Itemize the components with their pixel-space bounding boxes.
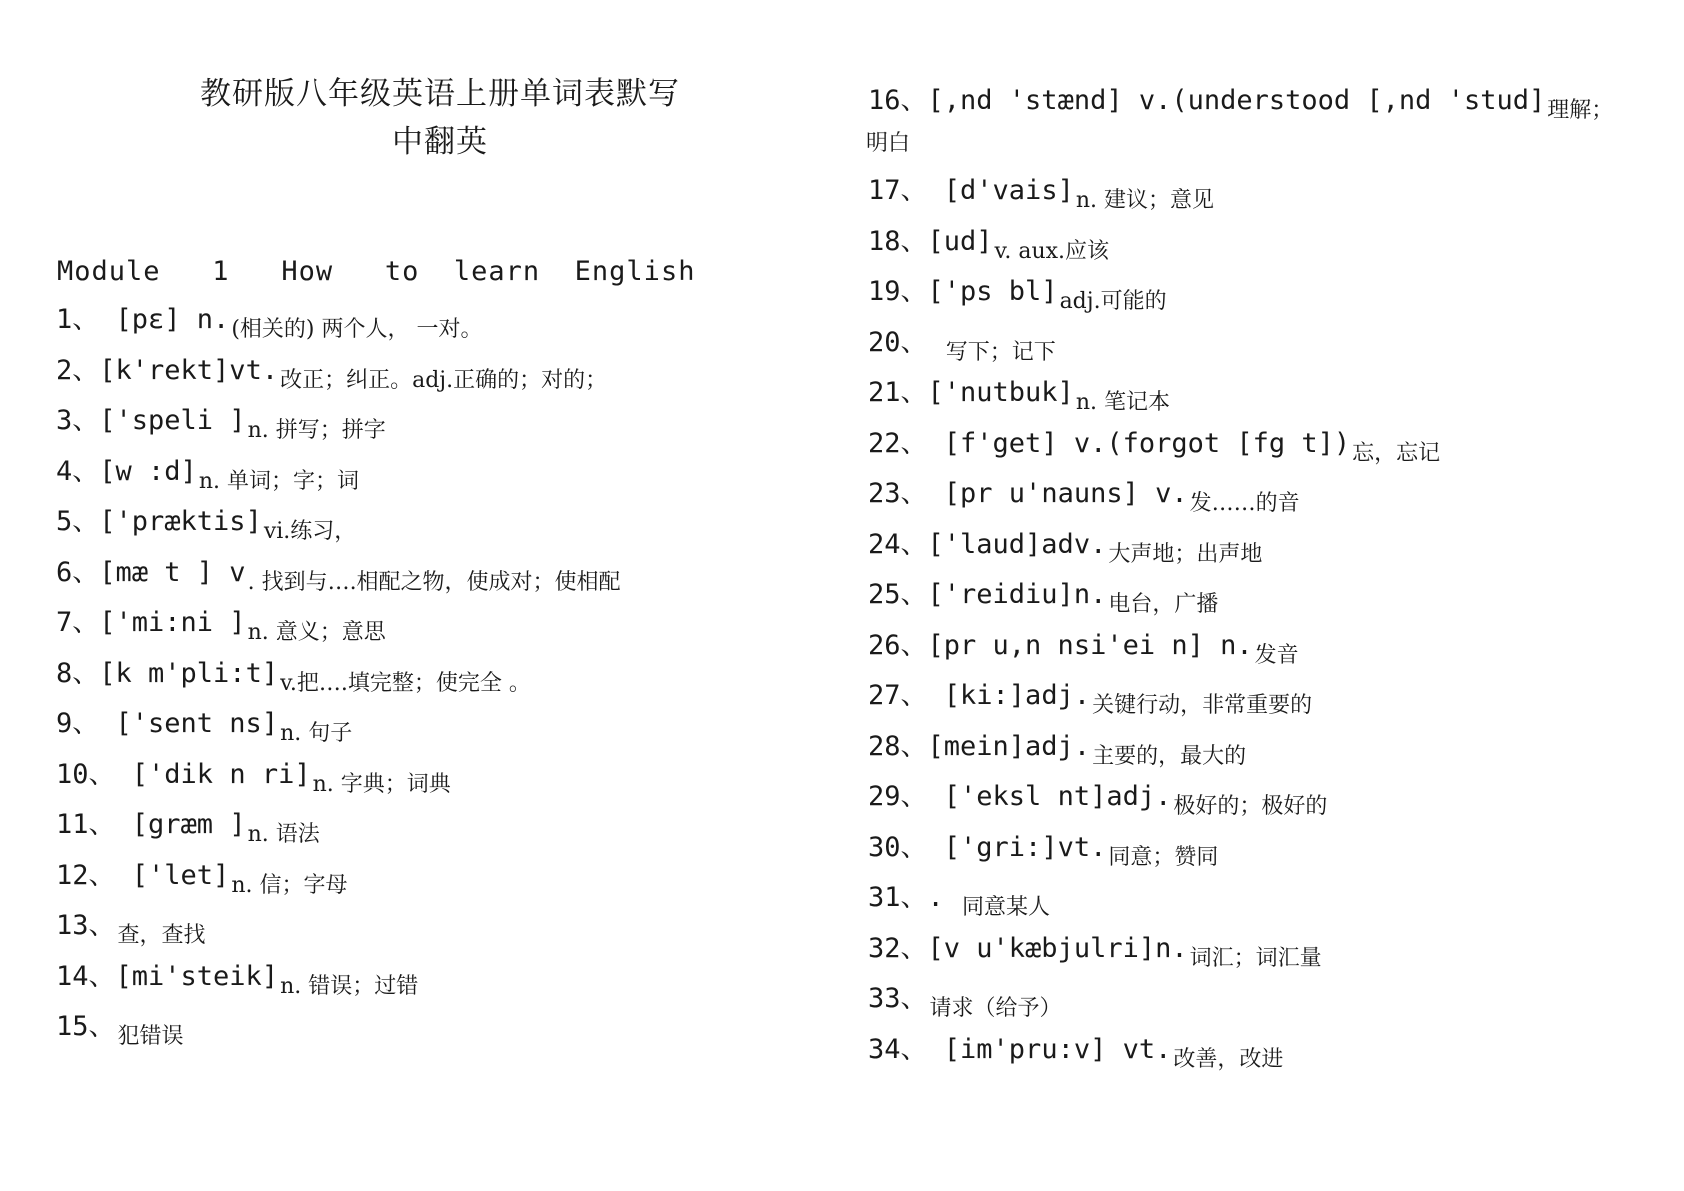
- entry-meaning: n. 语法: [247, 822, 320, 847]
- entry-number: 8、: [56, 657, 100, 689]
- entry-phonetic: ['gri:]vt.: [943, 831, 1107, 863]
- entry-phonetic: ['nutbuk]: [927, 377, 1074, 408]
- entry-phonetic: ['let]: [131, 859, 230, 891]
- word-entry: [868, 525, 1668, 576]
- word-entry: [868, 626, 1668, 677]
- entry-number: 10、: [56, 758, 132, 790]
- word-entry: [868, 424, 1668, 475]
- entry-meaning: n. 字典；词典: [312, 771, 451, 797]
- entry-meaning: (相关的) 两个人， 一对。: [231, 317, 483, 342]
- entry-number: 28、: [868, 730, 928, 762]
- word-entry: [56, 957, 836, 1008]
- entry-phonetic: ['sent ns]: [115, 708, 279, 739]
- entry-number: 25、: [868, 579, 928, 610]
- word-entry: [868, 878, 1668, 929]
- entry-meaning: 忘，忘记: [1352, 440, 1441, 466]
- entry-meaning: 写下；记下: [945, 339, 1056, 365]
- word-entry: [868, 727, 1668, 778]
- entry-number: 9、: [56, 708, 116, 739]
- entry-meaning: 大声地；出声地: [1108, 541, 1263, 567]
- entry-meaning: 查，查找: [117, 923, 206, 948]
- entry-phonetic: ['ps bl]: [927, 276, 1058, 307]
- word-entry: [868, 929, 1668, 980]
- entry-number: 32、: [868, 932, 928, 964]
- entry-number: 22、: [868, 427, 944, 459]
- entry-number: 20、: [868, 326, 944, 358]
- entry-meaning: n. 建议；意见: [1075, 188, 1214, 213]
- entry-phonetic: ['mi:ni ]: [99, 607, 246, 638]
- entry-number: 12、: [56, 859, 132, 891]
- entry-meaning-continued: 明白: [866, 131, 911, 156]
- entry-meaning: adj.可能的: [1059, 289, 1167, 314]
- entry-meaning: n. 信；字母: [231, 872, 348, 898]
- entry-meaning: v. aux.应该: [994, 238, 1110, 264]
- word-entry: [56, 401, 836, 452]
- entry-phonetic: ['laud]adv.: [927, 528, 1107, 560]
- entry-phonetic: [w :d]: [99, 455, 197, 487]
- entry-phonetic: [im'pru:v] vt.: [943, 1033, 1172, 1065]
- word-entry: [56, 452, 836, 503]
- entry-number: 29、: [868, 781, 944, 812]
- word-entry: [868, 323, 1668, 374]
- word-entry: [56, 856, 836, 907]
- entry-phonetic: [pr u'nauns] v.: [943, 478, 1188, 509]
- word-entry: [56, 300, 836, 351]
- entry-number: 24、: [868, 528, 928, 560]
- entry-number: 7、: [56, 607, 100, 638]
- word-entry: [56, 351, 836, 402]
- entry-phonetic: ['dik n ri]: [131, 758, 311, 790]
- entry-meaning: 发……的音: [1189, 491, 1300, 516]
- entry-meaning: 犯错误: [117, 1024, 184, 1049]
- entry-meaning: n. 句子: [280, 721, 353, 746]
- entry-number: 26、: [868, 629, 928, 661]
- word-entry: [868, 777, 1668, 828]
- entry-number: 30、: [868, 831, 944, 863]
- entry-meaning: 改正；纠正。adj.正确的；对的；: [280, 367, 608, 393]
- word-entry: [868, 1030, 1668, 1081]
- right-word-list: [868, 81, 1668, 1080]
- entry-number: 34、: [868, 1033, 944, 1065]
- word-entry: [868, 171, 1668, 222]
- entry-meaning: 极好的；极好的: [1173, 794, 1328, 819]
- entry-number: 14、: [56, 960, 116, 992]
- entry-phonetic: [mein]adj.: [927, 730, 1091, 762]
- entry-meaning: 发音: [1254, 642, 1299, 668]
- entry-meaning: n. 错误；过错: [280, 973, 419, 999]
- word-entry: [868, 828, 1668, 879]
- entry-phonetic: ['speli ]: [99, 405, 246, 436]
- word-entry: [56, 755, 836, 806]
- word-entry: [56, 502, 836, 553]
- entry-meaning: n. 笔记本: [1075, 390, 1170, 415]
- entry-phonetic: [d'vais]: [943, 175, 1074, 206]
- entry-number: 27、: [868, 680, 944, 711]
- entry-phonetic: [ki:]adj.: [943, 680, 1091, 711]
- entry-number: 16、: [868, 85, 928, 116]
- entry-meaning: 词汇；词汇量: [1189, 945, 1322, 971]
- word-entry: [868, 575, 1668, 626]
- word-entry: [868, 979, 1668, 1030]
- entry-meaning: v.把….填完整；使完全 。: [280, 670, 531, 696]
- entry-meaning: 改善，改进: [1173, 1046, 1284, 1072]
- entry-number: 19、: [868, 276, 928, 307]
- entry-meaning: n. 单词；字；词: [198, 468, 359, 494]
- word-entry: [56, 553, 836, 604]
- entry-number: 17、: [868, 175, 944, 206]
- word-entry: [56, 1007, 836, 1058]
- entry-phonetic: [,nd 'stænd] v.(understood [,nd 'stud]: [927, 85, 1546, 116]
- entry-number: 4、: [56, 455, 100, 487]
- entry-number: 11、: [56, 809, 132, 840]
- word-entry: [868, 676, 1668, 727]
- entry-meaning: 理解；: [1547, 98, 1614, 123]
- entry-phonetic: [græm ]: [131, 809, 246, 840]
- entry-meaning: 电台，广播: [1108, 592, 1219, 617]
- entry-number: 6、: [56, 556, 100, 588]
- module-heading: Module 1 How to learn English: [57, 256, 696, 287]
- entry-number: 2、: [56, 354, 100, 386]
- entry-number: 5、: [56, 506, 100, 537]
- entry-meaning: 主要的，最大的: [1092, 743, 1247, 769]
- entry-phonetic: [k'rekt]vt.: [99, 354, 279, 386]
- entry-meaning: n. 拼写；拼字: [247, 418, 386, 443]
- entry-number: 21、: [868, 377, 928, 408]
- entry-meaning: vi.练习，: [263, 519, 357, 544]
- entry-phonetic: [pr u,n nsi'ei n] n.: [927, 629, 1253, 661]
- entry-phonetic: ['præktis]: [99, 506, 262, 537]
- word-entry: [56, 805, 836, 856]
- page-title: 教研版八年级英语上册单词表默写: [200, 76, 680, 112]
- word-entry: [56, 906, 836, 957]
- left-word-list: [56, 300, 836, 1058]
- word-entry: [56, 704, 836, 755]
- entry-meaning: . 找到与….相配之物，使成对；使相配: [247, 569, 621, 595]
- entry-meaning: 关键行动，非常重要的: [1092, 693, 1313, 718]
- entry-phonetic: [mi'steik]: [115, 960, 279, 992]
- entry-phonetic: [v u'kæbjulri]n.: [927, 932, 1188, 964]
- entry-meaning: 同意；赞同: [1108, 844, 1219, 870]
- entry-meaning: 同意某人: [962, 895, 1051, 920]
- word-entry: [868, 474, 1668, 525]
- entry-number: 31、.: [868, 882, 961, 913]
- entry-number: 1、: [56, 304, 116, 335]
- page-subtitle: 中翻英: [392, 124, 488, 160]
- entry-phonetic: ['reidiu]n.: [927, 579, 1107, 610]
- entry-phonetic: [k m'pli:t]: [99, 657, 279, 689]
- word-entry: [868, 373, 1668, 424]
- word-entry: [868, 272, 1668, 323]
- word-entry: [56, 603, 836, 654]
- entry-phonetic: [ud]: [927, 225, 993, 257]
- entry-number: 3、: [56, 405, 100, 436]
- entry-meaning: n. 意义；意思: [247, 620, 386, 645]
- entry-number: 23、: [868, 478, 944, 509]
- entry-meaning: 请求（给予）: [929, 996, 1062, 1021]
- entry-phonetic: [mæ t ] v: [99, 556, 246, 588]
- entry-number: 13、: [56, 910, 116, 941]
- word-entry: [868, 81, 1668, 159]
- entry-number: 18、: [868, 225, 928, 257]
- entry-phonetic: [f'get] v.(forgot [fg t]): [943, 427, 1351, 459]
- entry-phonetic: ['eksl nt]adj.: [943, 781, 1172, 812]
- word-entry: [868, 222, 1668, 273]
- title-block: [150, 70, 730, 166]
- entry-phonetic: [pɛ] n.: [115, 304, 230, 335]
- entry-number: 15、: [56, 1011, 116, 1042]
- entry-number: 33、: [868, 983, 928, 1014]
- word-entry: [56, 654, 836, 705]
